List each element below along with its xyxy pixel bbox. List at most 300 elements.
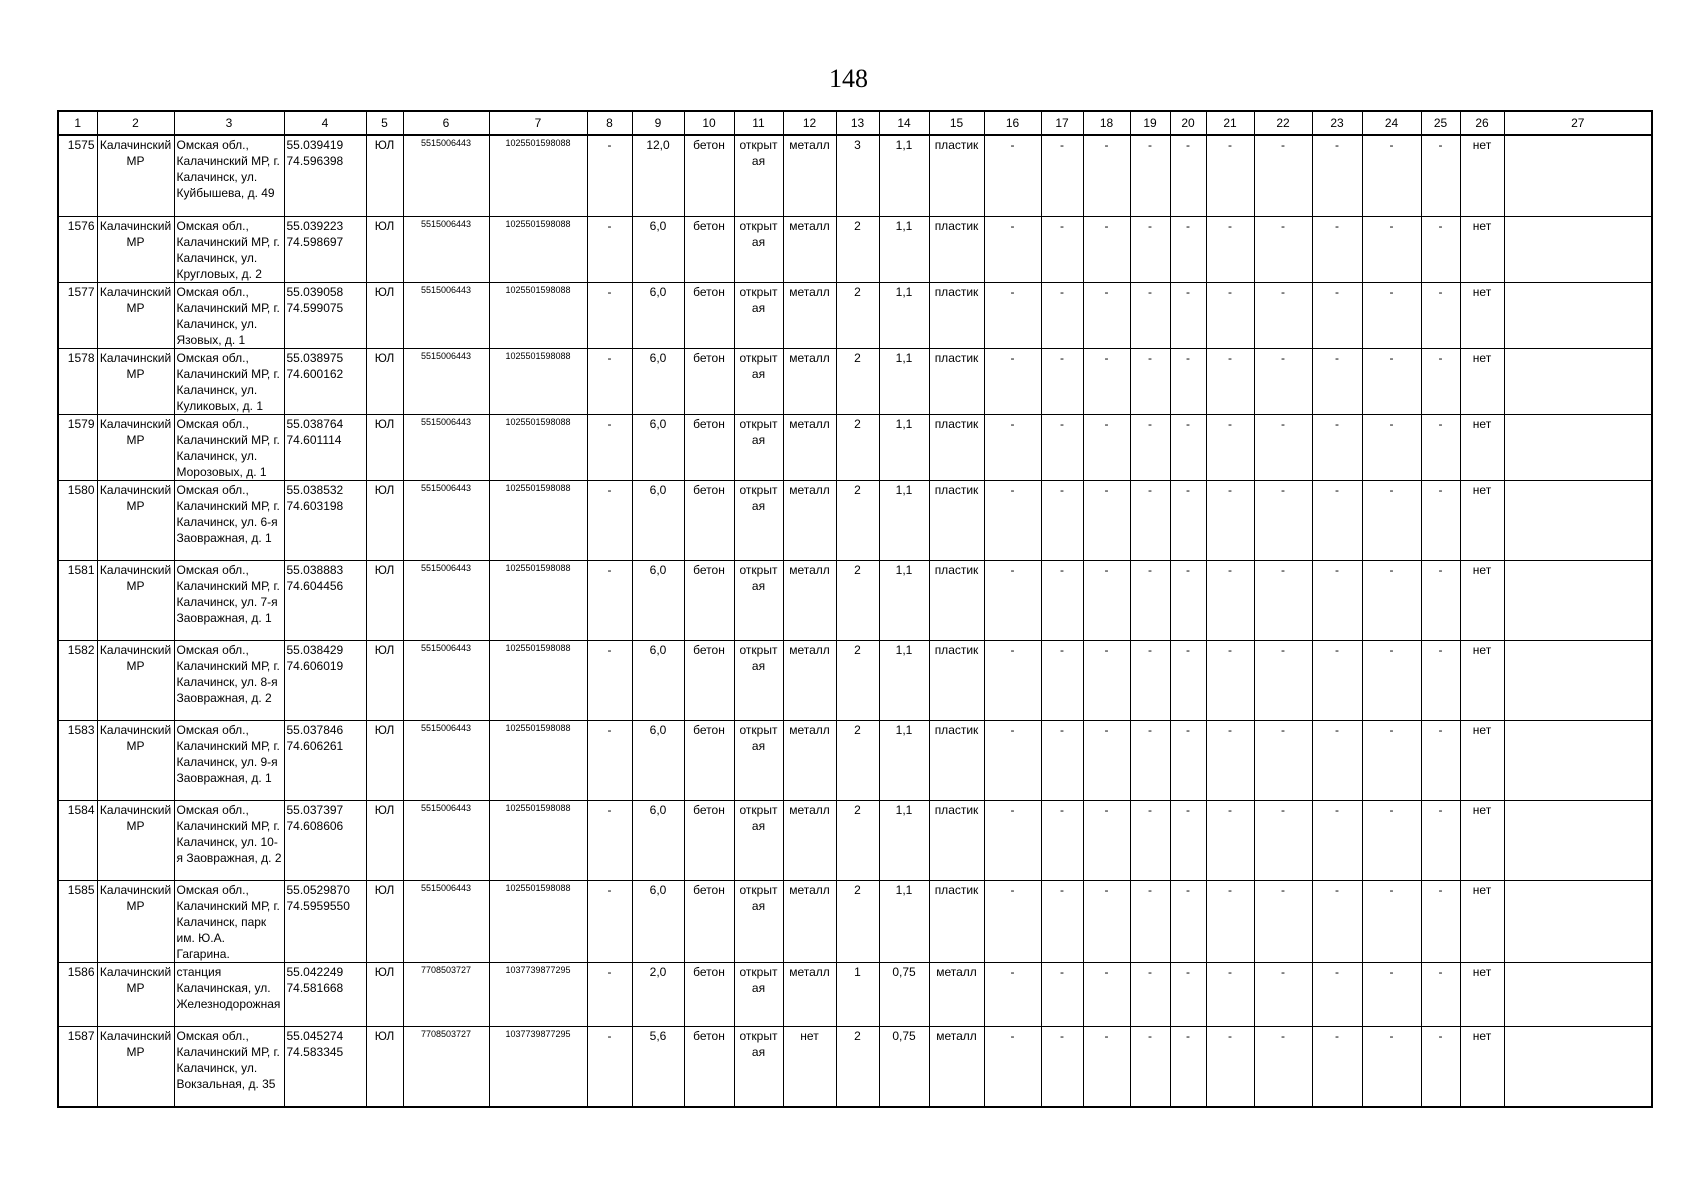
table-row <box>58 801 1652 881</box>
column-header: 4 <box>284 111 366 135</box>
column-header: 13 <box>836 111 879 135</box>
table-row <box>58 217 1652 283</box>
col25-cell: - <box>1421 135 1460 217</box>
surface-cell: бетон <box>684 963 734 1027</box>
ogrn-cell: 1025501598088 <box>489 641 587 721</box>
col25-cell: - <box>1421 349 1460 415</box>
header-row <box>58 111 1652 135</box>
fence-cell: металл <box>783 963 836 1027</box>
col16-cell: - <box>984 963 1041 1027</box>
column-header: 5 <box>366 111 403 135</box>
col16-cell: - <box>984 283 1041 349</box>
container-material-cell: пластик <box>929 721 984 801</box>
surface-cell: бетон <box>684 415 734 481</box>
container-count-cell: 2 <box>836 561 879 641</box>
inn-cell: 5515006443 <box>403 561 489 641</box>
col25-cell: - <box>1421 1027 1460 1108</box>
container-count-cell: 2 <box>836 349 879 415</box>
column-header: 17 <box>1041 111 1083 135</box>
container-material-cell: пластик <box>929 801 984 881</box>
col18-cell: - <box>1083 801 1130 881</box>
col19-cell: - <box>1130 217 1170 283</box>
col18-cell: - <box>1083 415 1130 481</box>
col22-cell: - <box>1254 1027 1312 1108</box>
row-number: 1582 <box>58 641 97 721</box>
area-cell: 6,0 <box>632 641 684 721</box>
col19-cell: - <box>1130 801 1170 881</box>
col20-cell: - <box>1170 963 1206 1027</box>
owner-type-cell: ЮЛ <box>366 561 403 641</box>
column-header: 19 <box>1130 111 1170 135</box>
fence-cell: нет <box>783 1027 836 1108</box>
col26-cell: нет <box>1460 1027 1504 1108</box>
col26-cell: нет <box>1460 283 1504 349</box>
col21-cell: - <box>1206 415 1254 481</box>
surface-cell: бетон <box>684 217 734 283</box>
col21-cell: - <box>1206 481 1254 561</box>
column-header: 3 <box>174 111 284 135</box>
container-count-cell: 1 <box>836 963 879 1027</box>
col23-cell: - <box>1312 1027 1362 1108</box>
col17-cell: - <box>1041 349 1083 415</box>
address-cell: Омская обл., Калачинский МР, г. Калачинск, ул. Куликовых, д. 1 <box>174 349 284 415</box>
col8-cell: - <box>587 349 632 415</box>
surface-cell: бетон <box>684 349 734 415</box>
column-header: 20 <box>1170 111 1206 135</box>
coordinates-cell: 55.038429 74.606019 <box>284 641 366 721</box>
column-header: 8 <box>587 111 632 135</box>
column-header: 23 <box>1312 111 1362 135</box>
container-volume-cell: 0,75 <box>879 1027 929 1108</box>
col27-cell <box>1504 481 1652 561</box>
col22-cell: - <box>1254 963 1312 1027</box>
col21-cell: - <box>1206 135 1254 217</box>
container-count-cell: 2 <box>836 881 879 963</box>
address-cell: Омская обл., Калачинский МР, г. Калачинск, ул. Язовых, д. 1 <box>174 283 284 349</box>
col19-cell: - <box>1130 561 1170 641</box>
column-header: 15 <box>929 111 984 135</box>
col22-cell: - <box>1254 641 1312 721</box>
col19-cell: - <box>1130 481 1170 561</box>
row-number: 1585 <box>58 881 97 963</box>
container-count-cell: 2 <box>836 481 879 561</box>
col24-cell: - <box>1362 641 1421 721</box>
col18-cell: - <box>1083 481 1130 561</box>
owner-type-cell: ЮЛ <box>366 963 403 1027</box>
col16-cell: - <box>984 415 1041 481</box>
ogrn-cell: 1025501598088 <box>489 881 587 963</box>
col20-cell: - <box>1170 561 1206 641</box>
area-cell: 6,0 <box>632 481 684 561</box>
coordinates-cell: 55.039419 74.596398 <box>284 135 366 217</box>
col26-cell: нет <box>1460 481 1504 561</box>
inn-cell: 7708503727 <box>403 1027 489 1108</box>
col21-cell: - <box>1206 217 1254 283</box>
coordinates-cell: 55.045274 74.583345 <box>284 1027 366 1108</box>
coordinates-cell: 55.037846 74.606261 <box>284 721 366 801</box>
area-cell: 2,0 <box>632 963 684 1027</box>
fence-cell: металл <box>783 801 836 881</box>
col26-cell: нет <box>1460 801 1504 881</box>
address-cell: Омская обл., Калачинский МР, г. Калачинск, ул. 9-я Заовражная, д. 1 <box>174 721 284 801</box>
col17-cell: - <box>1041 415 1083 481</box>
col26-cell: нет <box>1460 881 1504 963</box>
col23-cell: - <box>1312 283 1362 349</box>
col23-cell: - <box>1312 561 1362 641</box>
inn-cell: 5515006443 <box>403 415 489 481</box>
registry-table <box>57 110 1653 1108</box>
col16-cell: - <box>984 1027 1041 1108</box>
col8-cell: - <box>587 135 632 217</box>
col16-cell: - <box>984 349 1041 415</box>
col8-cell: - <box>587 217 632 283</box>
col18-cell: - <box>1083 1027 1130 1108</box>
address-cell: Омская обл., Калачинский МР, г. Калачинск, ул. Кругловых, д. 2 <box>174 217 284 283</box>
container-count-cell: 3 <box>836 135 879 217</box>
container-count-cell: 2 <box>836 1027 879 1108</box>
container-material-cell: пластик <box>929 135 984 217</box>
col19-cell: - <box>1130 881 1170 963</box>
surface-cell: бетон <box>684 1027 734 1108</box>
district-cell: Калачинский МР <box>97 415 174 481</box>
inn-cell: 5515006443 <box>403 349 489 415</box>
table-row <box>58 481 1652 561</box>
fence-cell: металл <box>783 415 836 481</box>
column-header: 12 <box>783 111 836 135</box>
owner-type-cell: ЮЛ <box>366 801 403 881</box>
col21-cell: - <box>1206 801 1254 881</box>
district-cell: Калачинский МР <box>97 1027 174 1108</box>
district-cell: Калачинский МР <box>97 135 174 217</box>
column-header: 18 <box>1083 111 1130 135</box>
col8-cell: - <box>587 721 632 801</box>
container-material-cell: пластик <box>929 283 984 349</box>
container-material-cell: пластик <box>929 641 984 721</box>
site-type-cell: открытая <box>734 721 783 801</box>
col27-cell <box>1504 217 1652 283</box>
address-cell: Омская обл., Калачинский МР, г. Калачинск, ул. 6-я Заовражная, д. 1 <box>174 481 284 561</box>
table-row <box>58 349 1652 415</box>
col18-cell: - <box>1083 283 1130 349</box>
table-row <box>58 283 1652 349</box>
col22-cell: - <box>1254 881 1312 963</box>
col24-cell: - <box>1362 135 1421 217</box>
area-cell: 6,0 <box>632 217 684 283</box>
address-cell: Омская обл., Калачинский МР, г. Калачинск, ул. Вокзальная, д. 35 <box>174 1027 284 1108</box>
container-volume-cell: 1,1 <box>879 135 929 217</box>
col17-cell: - <box>1041 135 1083 217</box>
column-header: 21 <box>1206 111 1254 135</box>
site-type-cell: открытая <box>734 283 783 349</box>
ogrn-cell: 1037739877295 <box>489 1027 587 1108</box>
container-volume-cell: 1,1 <box>879 641 929 721</box>
col20-cell: - <box>1170 1027 1206 1108</box>
container-volume-cell: 1,1 <box>879 561 929 641</box>
col18-cell: - <box>1083 721 1130 801</box>
area-cell: 12,0 <box>632 135 684 217</box>
container-material-cell: пластик <box>929 481 984 561</box>
district-cell: Калачинский МР <box>97 217 174 283</box>
ogrn-cell: 1025501598088 <box>489 721 587 801</box>
coordinates-cell: 55.038975 74.600162 <box>284 349 366 415</box>
col22-cell: - <box>1254 561 1312 641</box>
coordinates-cell: 55.038764 74.601114 <box>284 415 366 481</box>
ogrn-cell: 1025501598088 <box>489 349 587 415</box>
col8-cell: - <box>587 481 632 561</box>
col27-cell <box>1504 135 1652 217</box>
col26-cell: нет <box>1460 217 1504 283</box>
col16-cell: - <box>984 801 1041 881</box>
col25-cell: - <box>1421 721 1460 801</box>
fence-cell: металл <box>783 561 836 641</box>
container-material-cell: пластик <box>929 349 984 415</box>
col18-cell: - <box>1083 217 1130 283</box>
ogrn-cell: 1025501598088 <box>489 801 587 881</box>
ogrn-cell: 1025501598088 <box>489 135 587 217</box>
col20-cell: - <box>1170 801 1206 881</box>
row-number: 1576 <box>58 217 97 283</box>
container-count-cell: 2 <box>836 283 879 349</box>
col22-cell: - <box>1254 283 1312 349</box>
coordinates-cell: 55.038883 74.604456 <box>284 561 366 641</box>
ogrn-cell: 1025501598088 <box>489 561 587 641</box>
inn-cell: 5515006443 <box>403 135 489 217</box>
container-material-cell: пластик <box>929 415 984 481</box>
col27-cell <box>1504 881 1652 963</box>
col16-cell: - <box>984 881 1041 963</box>
container-material-cell: пластик <box>929 217 984 283</box>
row-number: 1584 <box>58 801 97 881</box>
col27-cell <box>1504 561 1652 641</box>
col20-cell: - <box>1170 135 1206 217</box>
coordinates-cell: 55.042249 74.581668 <box>284 963 366 1027</box>
ogrn-cell: 1025501598088 <box>489 415 587 481</box>
col26-cell: нет <box>1460 135 1504 217</box>
owner-type-cell: ЮЛ <box>366 641 403 721</box>
col22-cell: - <box>1254 481 1312 561</box>
col19-cell: - <box>1130 963 1170 1027</box>
container-material-cell: металл <box>929 1027 984 1108</box>
col20-cell: - <box>1170 283 1206 349</box>
col21-cell: - <box>1206 1027 1254 1108</box>
col21-cell: - <box>1206 963 1254 1027</box>
col24-cell: - <box>1362 881 1421 963</box>
fence-cell: металл <box>783 641 836 721</box>
district-cell: Калачинский МР <box>97 801 174 881</box>
col16-cell: - <box>984 561 1041 641</box>
table-row <box>58 721 1652 801</box>
address-cell: Омская обл., Калачинский МР, г. Калачинск, ул. Морозовых, д. 1 <box>174 415 284 481</box>
row-number: 1587 <box>58 1027 97 1108</box>
site-type-cell: открытая <box>734 801 783 881</box>
col25-cell: - <box>1421 283 1460 349</box>
col26-cell: нет <box>1460 561 1504 641</box>
col18-cell: - <box>1083 881 1130 963</box>
col17-cell: - <box>1041 641 1083 721</box>
col27-cell <box>1504 283 1652 349</box>
col22-cell: - <box>1254 135 1312 217</box>
col25-cell: - <box>1421 561 1460 641</box>
col25-cell: - <box>1421 481 1460 561</box>
table-row <box>58 1027 1652 1108</box>
column-header: 9 <box>632 111 684 135</box>
container-count-cell: 2 <box>836 801 879 881</box>
owner-type-cell: ЮЛ <box>366 1027 403 1108</box>
col20-cell: - <box>1170 641 1206 721</box>
col17-cell: - <box>1041 801 1083 881</box>
inn-cell: 5515006443 <box>403 641 489 721</box>
table-row <box>58 641 1652 721</box>
container-material-cell: пластик <box>929 561 984 641</box>
address-cell: Омская обл., Калачинский МР, г. Калачинск, ул. 8-я Заовражная, д. 2 <box>174 641 284 721</box>
site-type-cell: открытая <box>734 217 783 283</box>
column-header: 27 <box>1504 111 1652 135</box>
ogrn-cell: 1037739877295 <box>489 963 587 1027</box>
site-type-cell: открытая <box>734 1027 783 1108</box>
col24-cell: - <box>1362 415 1421 481</box>
table-row <box>58 963 1652 1027</box>
table-row <box>58 415 1652 481</box>
container-volume-cell: 1,1 <box>879 415 929 481</box>
fence-cell: металл <box>783 481 836 561</box>
col24-cell: - <box>1362 283 1421 349</box>
owner-type-cell: ЮЛ <box>366 881 403 963</box>
col8-cell: - <box>587 963 632 1027</box>
table-header <box>58 111 1652 135</box>
col25-cell: - <box>1421 801 1460 881</box>
surface-cell: бетон <box>684 481 734 561</box>
col17-cell: - <box>1041 283 1083 349</box>
coordinates-cell: 55.039223 74.598697 <box>284 217 366 283</box>
inn-cell: 5515006443 <box>403 283 489 349</box>
col22-cell: - <box>1254 415 1312 481</box>
owner-type-cell: ЮЛ <box>366 721 403 801</box>
table-row <box>58 561 1652 641</box>
col26-cell: нет <box>1460 641 1504 721</box>
surface-cell: бетон <box>684 283 734 349</box>
surface-cell: бетон <box>684 881 734 963</box>
owner-type-cell: ЮЛ <box>366 349 403 415</box>
table-row <box>58 881 1652 963</box>
address-cell: станция Калачинская, ул. Железнодорожная <box>174 963 284 1027</box>
container-volume-cell: 1,1 <box>879 283 929 349</box>
col19-cell: - <box>1130 283 1170 349</box>
owner-type-cell: ЮЛ <box>366 283 403 349</box>
area-cell: 6,0 <box>632 721 684 801</box>
surface-cell: бетон <box>684 641 734 721</box>
district-cell: Калачинский МР <box>97 561 174 641</box>
col8-cell: - <box>587 415 632 481</box>
col8-cell: - <box>587 1027 632 1108</box>
fence-cell: металл <box>783 217 836 283</box>
col17-cell: - <box>1041 481 1083 561</box>
col23-cell: - <box>1312 641 1362 721</box>
col8-cell: - <box>587 641 632 721</box>
col18-cell: - <box>1083 963 1130 1027</box>
fence-cell: металл <box>783 135 836 217</box>
col27-cell <box>1504 349 1652 415</box>
owner-type-cell: ЮЛ <box>366 481 403 561</box>
col23-cell: - <box>1312 963 1362 1027</box>
surface-cell: бетон <box>684 801 734 881</box>
col19-cell: - <box>1130 641 1170 721</box>
column-header: 14 <box>879 111 929 135</box>
site-type-cell: открытая <box>734 135 783 217</box>
col16-cell: - <box>984 217 1041 283</box>
area-cell: 6,0 <box>632 283 684 349</box>
area-cell: 5,6 <box>632 1027 684 1108</box>
col22-cell: - <box>1254 349 1312 415</box>
col27-cell <box>1504 641 1652 721</box>
column-header: 10 <box>684 111 734 135</box>
col16-cell: - <box>984 135 1041 217</box>
col27-cell <box>1504 1027 1652 1108</box>
col23-cell: - <box>1312 721 1362 801</box>
container-volume-cell: 1,1 <box>879 349 929 415</box>
owner-type-cell: ЮЛ <box>366 217 403 283</box>
col27-cell <box>1504 415 1652 481</box>
row-number: 1580 <box>58 481 97 561</box>
container-count-cell: 2 <box>836 217 879 283</box>
column-header: 22 <box>1254 111 1312 135</box>
site-type-cell: открытая <box>734 963 783 1027</box>
col18-cell: - <box>1083 135 1130 217</box>
col16-cell: - <box>984 481 1041 561</box>
area-cell: 6,0 <box>632 415 684 481</box>
col17-cell: - <box>1041 217 1083 283</box>
col17-cell: - <box>1041 881 1083 963</box>
row-number: 1575 <box>58 135 97 217</box>
col27-cell <box>1504 721 1652 801</box>
col23-cell: - <box>1312 801 1362 881</box>
col16-cell: - <box>984 721 1041 801</box>
site-type-cell: открытая <box>734 349 783 415</box>
col16-cell: - <box>984 641 1041 721</box>
column-header: 24 <box>1362 111 1421 135</box>
col23-cell: - <box>1312 217 1362 283</box>
col23-cell: - <box>1312 481 1362 561</box>
site-type-cell: открытая <box>734 481 783 561</box>
district-cell: Калачинский МР <box>97 721 174 801</box>
column-header: 2 <box>97 111 174 135</box>
area-cell: 6,0 <box>632 881 684 963</box>
column-header: 7 <box>489 111 587 135</box>
col26-cell: нет <box>1460 349 1504 415</box>
site-type-cell: открытая <box>734 561 783 641</box>
district-cell: Калачинский МР <box>97 641 174 721</box>
col17-cell: - <box>1041 963 1083 1027</box>
col20-cell: - <box>1170 881 1206 963</box>
inn-cell: 7708503727 <box>403 963 489 1027</box>
col17-cell: - <box>1041 561 1083 641</box>
inn-cell: 5515006443 <box>403 801 489 881</box>
col24-cell: - <box>1362 721 1421 801</box>
col23-cell: - <box>1312 349 1362 415</box>
surface-cell: бетон <box>684 561 734 641</box>
inn-cell: 5515006443 <box>403 721 489 801</box>
fence-cell: металл <box>783 881 836 963</box>
col27-cell <box>1504 963 1652 1027</box>
col24-cell: - <box>1362 481 1421 561</box>
site-type-cell: открытая <box>734 641 783 721</box>
col24-cell: - <box>1362 801 1421 881</box>
container-material-cell: металл <box>929 963 984 1027</box>
container-volume-cell: 1,1 <box>879 721 929 801</box>
col21-cell: - <box>1206 881 1254 963</box>
container-count-cell: 2 <box>836 641 879 721</box>
surface-cell: бетон <box>684 721 734 801</box>
container-count-cell: 2 <box>836 415 879 481</box>
